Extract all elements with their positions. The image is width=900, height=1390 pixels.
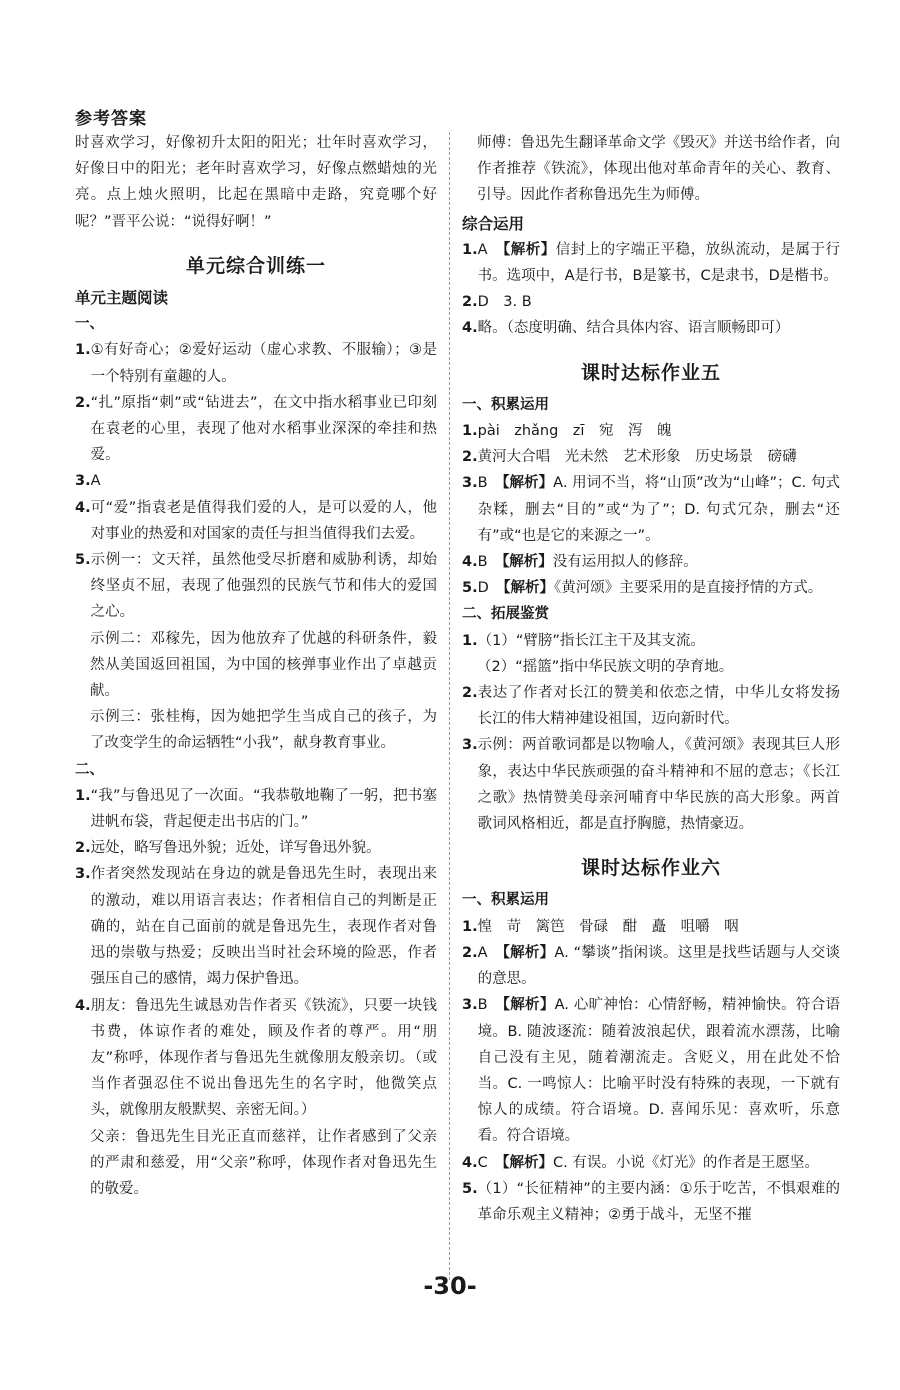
- item-text: [478, 575, 840, 601]
- list-item: [462, 992, 840, 1149]
- item-number: 2.: [462, 449, 478, 466]
- list-item: [75, 993, 437, 1124]
- item-number: 1.: [75, 787, 91, 804]
- answer: B: [477, 554, 488, 571]
- analysis-tag: 【解析】: [502, 1154, 553, 1171]
- item-text: 可“爱”指袁老是值得我们爱的人，是可以爱的人，他对事业的热爱和对国家的责任与担当值得我们去爱。: [90, 499, 437, 542]
- item-text: 远处，略写鲁迅外貌；近处，详写鲁迅外貌。: [90, 840, 381, 857]
- analysis-tag: 【解析】: [502, 475, 554, 492]
- answer-key-header: 参考答案: [75, 109, 147, 129]
- list-item: [75, 468, 437, 494]
- item-text: 略。（态度明确、结合具体内容、语言顺畅即可）: [477, 320, 790, 337]
- hw5-section2: 二、拓展鉴赏: [462, 606, 549, 623]
- intro-paragraph: 时喜欢学习，好像初升太阳的阳光；壮年时喜欢学习，好像日中的阳光；老年时喜欢学习，好像点燃蜡烛的光亮。点上烛火照明，比起在黑暗中走路，究竟哪个好呢？”晋平公说：“说得好啊！”: [75, 135, 437, 230]
- hw6-section1: 一、积累运用: [462, 892, 549, 909]
- answer: B: [477, 475, 488, 492]
- list-item: [75, 861, 437, 992]
- item-number: 2.: [462, 294, 478, 311]
- answer: A: [477, 241, 488, 258]
- item-text: pài zhǎng zī 宛 泻 魄: [477, 423, 672, 440]
- analysis-text: C. 有误。小说《灯光》的作者是王愿坚。: [552, 1154, 819, 1171]
- analysis-tag: 【解析】: [502, 554, 553, 571]
- item-number: 1.: [462, 241, 478, 258]
- list-item: [462, 914, 840, 940]
- list-item: [462, 628, 840, 654]
- item-number: 2.: [462, 944, 478, 961]
- item-number: 1.: [462, 423, 478, 440]
- item-text: （1）“长征精神”的主要内涵：①乐于吃苦，不惧艰难的革命乐观主义精神；②勇于战斗，无坚不摧: [477, 1180, 840, 1223]
- item-text: 表达了作者对长江的赞美和依恋之情，中华儿女将发扬长江的伟大精神建设祖国，迈向新时代。: [477, 685, 840, 728]
- item-text: 黄河大合唱 光未然 艺术形象 历史场景 磅礴: [477, 449, 797, 466]
- item-text: D 3. B: [477, 294, 532, 311]
- list-item: [462, 575, 840, 601]
- item-text: “我”与鲁迅见了一次面。“我恭敬地鞠了一躬，把书塞进帆布袋，背起便走出书店的门。”: [90, 787, 437, 831]
- analysis-text: 《黄河颂》主要采用的是直接抒情的方式。: [554, 580, 823, 597]
- reading-heading: 单元主题阅读: [75, 289, 169, 308]
- item-number: 2.: [75, 394, 91, 411]
- item-text: 作者突然发现站在身边的就是鲁迅先生时，表现出来的激动，难以用语言表达；作者相信自己的判断是正确的，站在自己面前的就是鲁迅先生，表现作者对鲁迅的崇敬与热爱；反映出当时社会环境的险恶，作者强压自己的感情，竭力保护鲁迅。: [90, 866, 437, 988]
- item-text: [478, 940, 840, 992]
- analysis-tag: 【解析】: [502, 944, 555, 961]
- list-item: [462, 1176, 840, 1228]
- right-column: [462, 130, 840, 1228]
- item-number: 5.: [462, 1180, 478, 1197]
- example-paragraph: 父亲：鲁迅先生目光正直而慈祥，让作者感到了父亲的严肃和慈爱，用“父亲”称呼，体现作者对鲁迅先生的敬爱。: [90, 1128, 437, 1197]
- answer: D: [477, 580, 489, 597]
- list-item: [462, 940, 840, 992]
- list-item: [75, 835, 437, 861]
- answer: C: [477, 1154, 488, 1171]
- item-number: 3.: [75, 866, 91, 883]
- item-number: 3.: [75, 473, 91, 490]
- example-paragraph: 示例二：邓稼先，因为他放弃了优越的科研条件，毅然从美国返回祖国，为中国的核弹事业作出了卓越贡献。: [90, 630, 437, 700]
- analysis-text: A. “攀谈”指闲谈。这里是找些话题与人交谈的意思。: [477, 944, 841, 988]
- item-text: 惶 苛 篱笆 骨碌 酣 矗 咀嚼 咽: [477, 918, 739, 935]
- list-item: [462, 1150, 840, 1176]
- item-number: 1.: [462, 918, 478, 935]
- list-item: [462, 289, 840, 315]
- answer: A: [477, 944, 488, 961]
- item-text: A: [90, 473, 101, 490]
- list-item: [462, 418, 840, 444]
- list-item: [462, 732, 840, 837]
- item-text: [478, 992, 840, 1149]
- item-text: （2）“摇篮”指中华民族文明的孕育地。: [477, 658, 734, 675]
- analysis-text: 没有运用拟人的修辞。: [552, 554, 698, 571]
- list-item: [75, 547, 437, 626]
- item-text: [478, 470, 840, 549]
- comprehensive-heading: 综合运用: [462, 214, 525, 233]
- analysis-tag: 【解析】: [503, 580, 555, 597]
- analysis-text: A. 心旷神怡：心情舒畅，精神愉快。符合语境。B. 随波逐流：随着波浪起伏，跟着流水漂荡，比喻自己没有主见，随着潮流走。含贬义，用在此处不恰当。C. 一鸣惊人：比喻平时没有特殊的表现，一下就有惊人的成绩。符合语境。D. 喜闻乐见：喜欢听，乐意看。符合语境。: [477, 997, 840, 1145]
- item-text: （1）“臂膀”指长江主干及其支流。: [477, 632, 705, 649]
- item-text: [478, 1150, 840, 1176]
- analysis-tag: 【解析】: [502, 997, 555, 1014]
- hw5-section1: 一、积累运用: [462, 396, 549, 413]
- item-number: 1.: [462, 632, 478, 649]
- item-number: 5.: [462, 580, 478, 597]
- page-number: -30-: [423, 1272, 477, 1300]
- example-paragraph: 示例三：张桂梅，因为她把学生当成自己的孩子，为了改变学生的命运牺牲“小我”，献身教育事业。: [90, 709, 437, 752]
- part1-label: 一、: [75, 316, 104, 333]
- item-text: [478, 549, 840, 575]
- unit-title: 单元综合训练一: [185, 254, 326, 277]
- list-item: [462, 680, 840, 732]
- item-number: 2.: [462, 685, 478, 702]
- item-number: 3.: [462, 475, 478, 492]
- analysis-text: A. 用词不当，将“山顶”改为“山峰”；C. 句式杂糅，删去“目的”或“为了”；D. 句式冗杂，删去“还有”或“也是它的来源之一”。: [477, 475, 840, 544]
- item-text: [478, 237, 840, 289]
- list-item: [75, 495, 437, 547]
- left-column: [75, 130, 437, 1202]
- answer: B: [477, 997, 488, 1014]
- item-number: 2.: [75, 840, 91, 857]
- list-item: [75, 390, 437, 469]
- continued-paragraph: 师傅：鲁迅先生翻译革命文学《毁灭》并送书给作者，向作者推荐《铁流》，体现出他对革命青年的关心、教育、引导。因此作者称鲁迅先生为师傅。: [477, 135, 840, 204]
- homework5-title: 课时达标作业五: [580, 361, 721, 384]
- item-number: 3.: [462, 997, 478, 1014]
- analysis-text: 信封上的字端正平稳，放纵流动，是属于行书。选项中，A是行书，B是篆书，C是隶书，D是楷书。: [477, 241, 841, 285]
- list-item: [462, 315, 840, 341]
- item-text: 朋友：鲁迅先生诚恳劝告作者买《铁流》，只要一块钱书费，体谅作者的难处，顾及作者的尊严。用“朋友”称呼，体现作者与鲁迅先生就像朋友般亲切。（或当作者强忍住不说出鲁迅先生的名字时，他微笑点头，就像朋友般默契、亲密无间。）: [90, 997, 437, 1119]
- item-number: 4.: [462, 1154, 478, 1171]
- item-number: 4.: [462, 320, 478, 337]
- item-number: 4.: [462, 554, 478, 571]
- list-item: [462, 444, 840, 470]
- list-item: [462, 470, 840, 549]
- item-number: 1.: [75, 342, 91, 359]
- item-text: 示例一：文天祥，虽然他受尽折磨和威胁利诱，却始终坚贞不屈，表现了他强烈的民族气节和伟大的爱国之心。: [90, 552, 437, 621]
- list-item: [462, 549, 840, 575]
- item-number: 3.: [462, 737, 478, 754]
- item-number: 5.: [75, 552, 91, 569]
- list-item: [75, 337, 437, 389]
- list-item: [462, 237, 840, 289]
- part2-label: 二、: [75, 761, 104, 778]
- item-number: 4.: [75, 499, 91, 516]
- homework6-title: 课时达标作业六: [580, 857, 721, 880]
- analysis-tag: 【解析】: [503, 241, 556, 258]
- item-text: 示例：两首歌词都是以物喻人，《黄河颂》表现其巨人形象，表达中华民族顽强的奋斗精神和不屈的意志；《长江之歌》热情赞美母亲河哺育中华民族的高大形象。两首歌词风格相近，都是直抒胸臆，热情豪迈。: [477, 737, 840, 833]
- list-item: [75, 783, 437, 835]
- item-number: 4.: [75, 997, 91, 1014]
- item-text: ①有好奇心；②爱好运动（虚心求教、不服输）；③是一个特别有童趣的人。: [90, 342, 437, 385]
- column-divider: [449, 132, 450, 1280]
- item-text: “扎”原指“刺”或“钻进去”，在文中指水稻事业已印刻在袁老的心里，表现了他对水稻事业深深的牵挂和热爱。: [90, 394, 437, 464]
